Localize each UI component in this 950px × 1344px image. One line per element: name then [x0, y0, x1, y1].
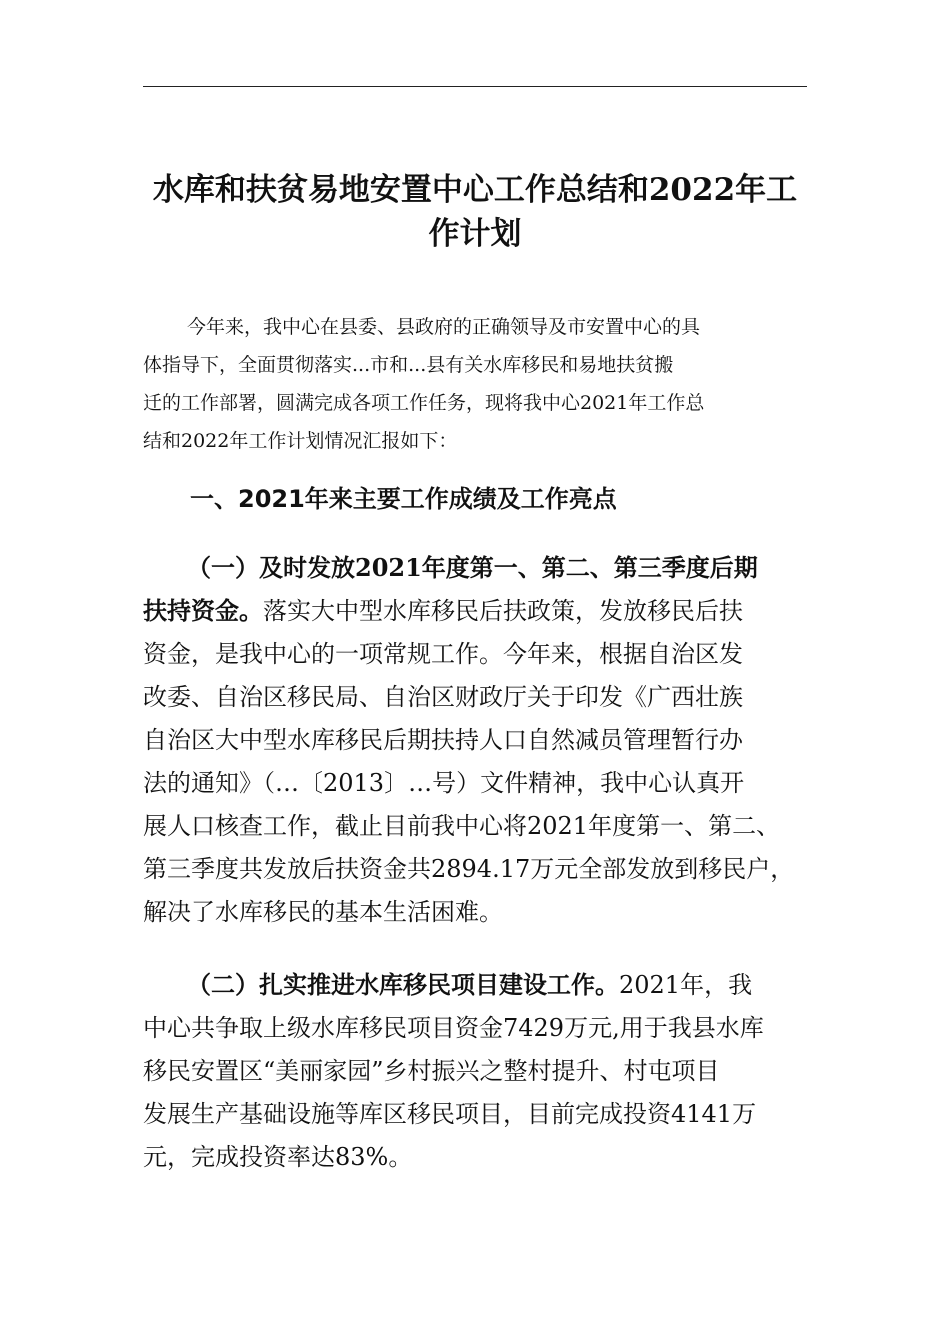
paragraph-line: 中心共争取上级水库移民项目资金7429万元,用于我县水库 — [143, 1014, 764, 1042]
document-title — [143, 168, 807, 256]
paragraph-heading: （二）扎实推进水库移民项目建设工作。 — [187, 970, 619, 999]
paragraph-line: 展人口核查工作，截止目前我中心将2021年度第一、第二、 — [143, 812, 781, 840]
header-rule — [143, 86, 807, 87]
title-line: 作计划 — [428, 216, 522, 252]
intro-line: 迁的工作部署，圆满完成各项工作任务，现将我中心2021年工作总 — [143, 392, 705, 414]
intro-paragraph — [143, 308, 807, 460]
paragraph-heading: （一）及时发放2021年度第一、第二、第三季度后期 — [187, 553, 758, 582]
paragraph-line: 改委、自治区移民局、自治区财政厅关于印发《广西壮族 — [143, 683, 743, 711]
paragraph-text: 2021年，我 — [619, 971, 753, 999]
paragraph-line — [143, 963, 807, 1007]
paragraph-line: 法的通知》（…〔2013〕…号）文件精神，我中心认真开 — [143, 769, 745, 797]
paragraph-projects — [143, 963, 807, 1179]
paragraph-line: 解决了水库移民的基本生活困难。 — [143, 898, 503, 926]
intro-line: 体指导下，全面贯彻落实...市和...县有关水库移民和易地扶贫搬 — [143, 354, 674, 376]
paragraph-line: 第三季度共发放后扶资金共2894.17万元全部发放到移民户， — [143, 855, 795, 883]
paragraph-line: 移民安置区“美丽家园”乡村振兴之整村提升、村屯项目 — [143, 1057, 720, 1085]
paragraph-line: 元，完成投资率达83%。 — [143, 1143, 413, 1171]
paragraph-line: 自治区大中型水库移民后期扶持人口自然减员管理暂行办 — [143, 726, 743, 754]
paragraph-funds — [143, 546, 807, 934]
paragraph-line: 发展生产基础设施等库区移民项目，目前完成投资4141万 — [143, 1100, 757, 1128]
paragraph-text: 落实大中型水库移民后扶政策，发放移民后扶 — [263, 597, 743, 625]
paragraph-heading-end: 扶持资金。 — [143, 596, 263, 625]
intro-line: 今年来，我中心在县委、县政府的正确领导及市安置中心的具 — [187, 316, 701, 338]
paragraph-line: 资金，是我中心的一项常规工作。今年来，根据自治区发 — [143, 640, 743, 668]
title-line: 水库和扶贫易地安置中心工作总结和2022年工 — [152, 172, 798, 208]
section-heading: 一、2021年来主要工作成绩及工作亮点 — [190, 485, 617, 513]
intro-line: 结和2022年工作计划情况汇报如下： — [143, 430, 458, 452]
paragraph-line — [143, 589, 807, 633]
